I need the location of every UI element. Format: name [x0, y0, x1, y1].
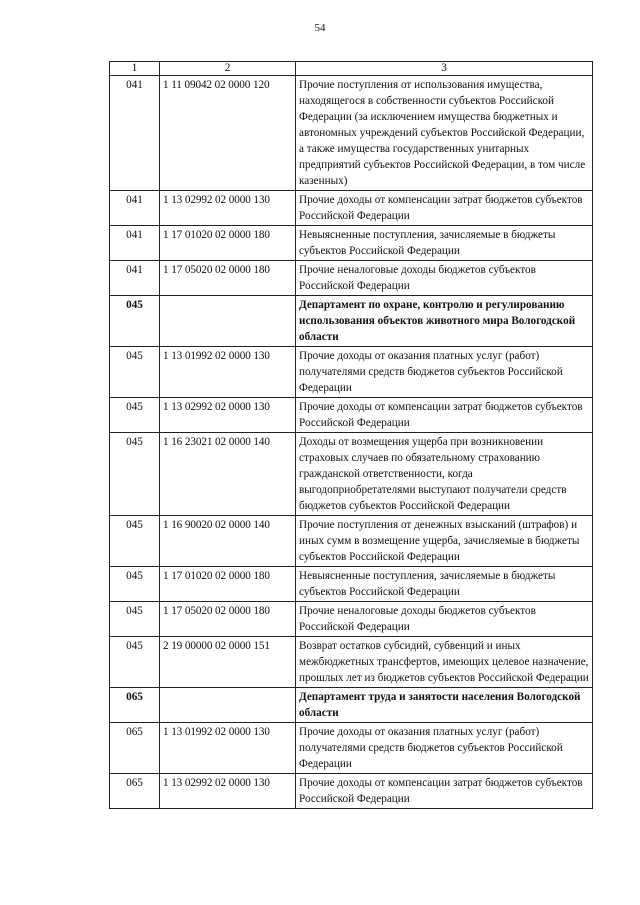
budget-code-cell: 1 13 01992 02 0000 130 — [160, 347, 296, 398]
admin-code-cell: 045 — [110, 516, 160, 567]
admin-code-cell: 045 — [110, 602, 160, 637]
table-row — [110, 347, 593, 398]
column-header: 2 — [160, 62, 296, 76]
budget-code-cell: 1 13 02992 02 0000 130 — [160, 191, 296, 226]
table-row — [110, 398, 593, 433]
budget-code-cell: 1 13 01992 02 0000 130 — [160, 723, 296, 774]
table-row — [110, 567, 593, 602]
income-name-cell: Прочие доходы от компенсации затрат бюджетов субъектов Российской Федерации — [296, 774, 593, 809]
table-row — [110, 433, 593, 516]
table-row — [110, 516, 593, 567]
admin-code-cell: 045 — [110, 296, 160, 347]
department-row — [110, 688, 593, 723]
budget-code-cell: 1 16 90020 02 0000 140 — [160, 516, 296, 567]
admin-code-cell: 041 — [110, 261, 160, 296]
income-name-cell: Доходы от возмещения ущерба при возникновении страховых случаев по обязательному страхованию гражданской ответственности, когда выгодоприобретателями выступают получатели средств бюджетов субъектов Российской Федерации — [296, 433, 593, 516]
income-name-cell: Прочие неналоговые доходы бюджетов субъектов Российской Федерации — [296, 602, 593, 637]
admin-code-cell: 065 — [110, 723, 160, 774]
table-row — [110, 723, 593, 774]
table-row — [110, 637, 593, 688]
admin-code-cell: 045 — [110, 637, 160, 688]
admin-code-cell: 045 — [110, 567, 160, 602]
income-name-cell: Департамент по охране, контролю и регулированию использования объектов животного мира Вологодской области — [296, 296, 593, 347]
table-row — [110, 191, 593, 226]
budget-code-cell — [160, 688, 296, 723]
income-name-cell: Прочие доходы от компенсации затрат бюджетов субъектов Российской Федерации — [296, 191, 593, 226]
admin-code-cell: 041 — [110, 76, 160, 191]
budget-code-cell — [160, 296, 296, 347]
table-row — [110, 76, 593, 191]
income-name-cell: Прочие доходы от оказания платных услуг (работ) получателями средств бюджетов субъектов Российской Федерации — [296, 723, 593, 774]
budget-code-cell: 1 16 23021 02 0000 140 — [160, 433, 296, 516]
income-name-cell: Прочие неналоговые доходы бюджетов субъектов Российской Федерации — [296, 261, 593, 296]
budget-code-cell: 1 13 02992 02 0000 130 — [160, 774, 296, 809]
admin-code-cell: 045 — [110, 398, 160, 433]
income-name-cell: Возврат остатков субсидий, субвенций и иных межбюджетных трансфертов, имеющих целевое назначение, прошлых лет из бюджетов субъектов Российской Федерации — [296, 637, 593, 688]
column-header: 1 — [110, 62, 160, 76]
admin-code-cell: 065 — [110, 688, 160, 723]
income-name-cell: Департамент труда и занятости населения Вологодской области — [296, 688, 593, 723]
admin-code-cell: 041 — [110, 226, 160, 261]
budget-code-cell: 1 13 02992 02 0000 130 — [160, 398, 296, 433]
admin-code-cell: 045 — [110, 433, 160, 516]
income-name-cell: Прочие доходы от оказания платных услуг (работ) получателями средств бюджетов субъектов Российской Федерации — [296, 347, 593, 398]
income-name-cell: Прочие поступления от денежных взысканий (штрафов) и иных сумм в возмещение ущерба, зачисляемые в бюджеты субъектов Российской Федерации — [296, 516, 593, 567]
column-header: 3 — [296, 62, 593, 76]
budget-code-cell: 2 19 00000 02 0000 151 — [160, 637, 296, 688]
table-header-row — [110, 62, 593, 76]
table-row — [110, 602, 593, 637]
budget-code-cell: 1 17 01020 02 0000 180 — [160, 567, 296, 602]
admin-code-cell: 045 — [110, 347, 160, 398]
table-row — [110, 774, 593, 809]
budget-code-cell: 1 17 05020 02 0000 180 — [160, 602, 296, 637]
income-name-cell: Прочие поступления от использования имущества, находящегося в собственности субъектов Российской Федерации (за исключением имущества бюджетных и автономных учреждений субъектов Российской Федерации, а также имущества государственных унитарных предприятий субъектов Российской Федерации, в том числе казенных) — [296, 76, 593, 191]
income-name-cell: Невыясненные поступления, зачисляемые в бюджеты субъектов Российской Федерации — [296, 567, 593, 602]
income-name-cell: Невыясненные поступления, зачисляемые в бюджеты субъектов Российской Федерации — [296, 226, 593, 261]
budget-code-cell: 1 17 01020 02 0000 180 — [160, 226, 296, 261]
budget-code-cell: 1 11 09042 02 0000 120 — [160, 76, 296, 191]
table-row — [110, 261, 593, 296]
admin-code-cell: 065 — [110, 774, 160, 809]
revenue-classification-table — [109, 61, 593, 809]
table-row — [110, 226, 593, 261]
department-row — [110, 296, 593, 347]
budget-code-cell: 1 17 05020 02 0000 180 — [160, 261, 296, 296]
page-number: 54 — [314, 22, 326, 34]
admin-code-cell: 041 — [110, 191, 160, 226]
income-name-cell: Прочие доходы от компенсации затрат бюджетов субъектов Российской Федерации — [296, 398, 593, 433]
